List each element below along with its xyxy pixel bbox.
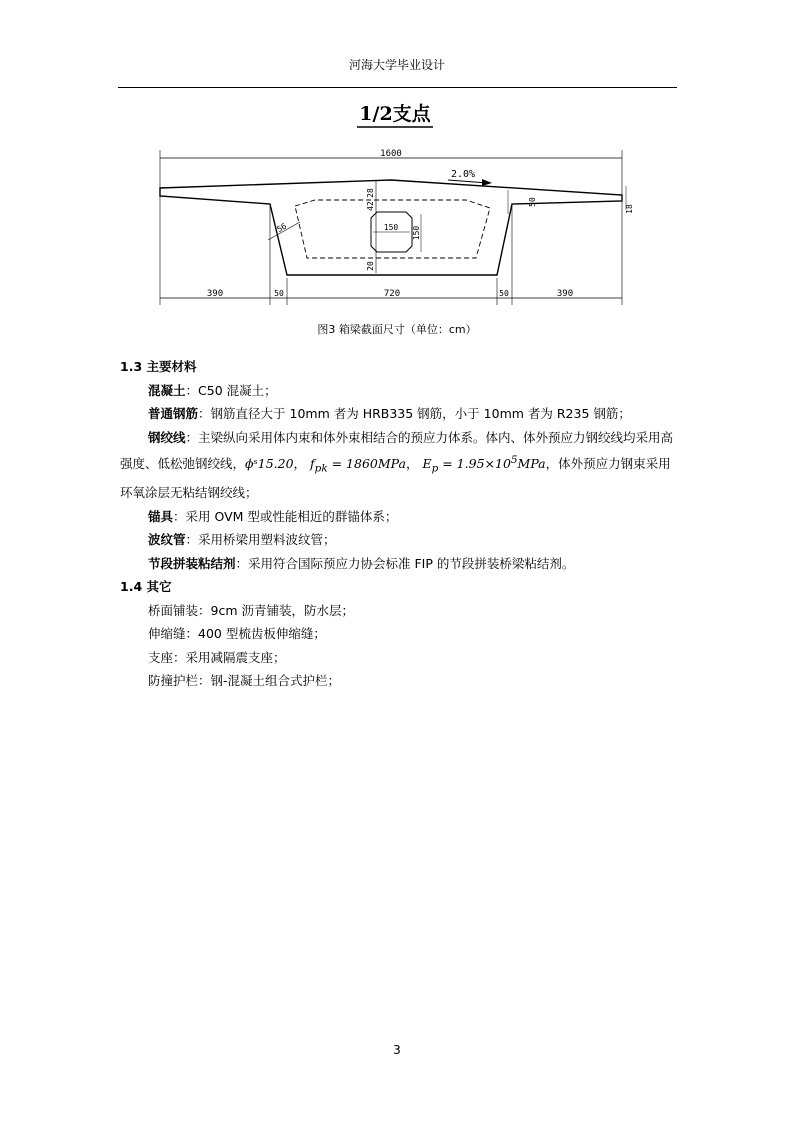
dim-top-thickness: 28 (366, 188, 375, 198)
dim-left-overhang: 390 (206, 289, 224, 299)
dim-right-overhang: 390 (556, 289, 574, 299)
para-rebar: 普通钢筋：钢筋直径大于 10mm 者为 HRB335 钢筋，小于 10mm 者为 R235 钢筋； (148, 406, 631, 421)
list-item: 支座：采用减隔震支座； (148, 649, 286, 665)
para-anchor: 锚具：采用 OVM 型或性能相近的群锚体系； (148, 508, 398, 524)
figure-caption: 图3 箱梁截面尺寸（单位：cm） (317, 323, 477, 336)
para-concrete: 混凝土：C50 混凝土； (148, 382, 277, 398)
figure-title: 1/2支点 (359, 103, 431, 125)
page-number: 3 (393, 1043, 401, 1057)
list-item: 防撞护栏：钢-混凝土组合式护栏； (148, 673, 341, 689)
dim-cantilever-end: 18 (625, 204, 634, 214)
header-rule (118, 87, 677, 88)
dim-web-thickness: 56 (275, 221, 289, 235)
para-strand: 钢绞线：主梁纵向采用体内束和体外束相结合的预应力体系。体内、体外预应力钢绞线均采用高强度、低松弛钢绞线，ϕˢ15.20， $f_{pk} = 1860MPa$， $E_p = 1.95\times 10^5MPa$，体外预应力钢束采用环氧涂层无粘结钢绞线； (120, 429, 674, 501)
dim-total-width: 1600 (380, 149, 402, 159)
dim-left-web: 50 (274, 289, 284, 298)
section-heading-1-4: 1.4 其它 (120, 579, 172, 595)
dim-right-web: 50 (499, 289, 509, 298)
page-header: 河海大学毕业设计 (348, 58, 445, 72)
dim-haunch-top: 42 (366, 201, 375, 211)
box-girder-section-figure (150, 96, 644, 306)
dim-inner-height: 150 (412, 225, 421, 241)
list-item: 桥面铺装：9cm 沥青铺装，防水层； (148, 602, 354, 618)
dim-bottom-width: 720 (383, 289, 401, 299)
document-body (120, 355, 680, 693)
list-item: 伸缩缝：400 型梳齿板伸缩缝； (148, 626, 326, 642)
para-duct: 波纹管：采用桥梁用塑料波纹管； (148, 532, 336, 548)
dim-inner-width: 150 (383, 223, 399, 232)
para-glue: 节段拼装粘结剂：采用符合国际预应力协会标准 FIP 的节段拼装桥梁粘结剂。 (148, 555, 575, 571)
dim-bottom-thickness: 20 (366, 261, 375, 271)
section-heading-1-3: 1.3 主要材料 (120, 359, 197, 374)
slope-label: 2.0% (450, 169, 476, 180)
dim-cantilever-root: 50 (528, 197, 537, 207)
